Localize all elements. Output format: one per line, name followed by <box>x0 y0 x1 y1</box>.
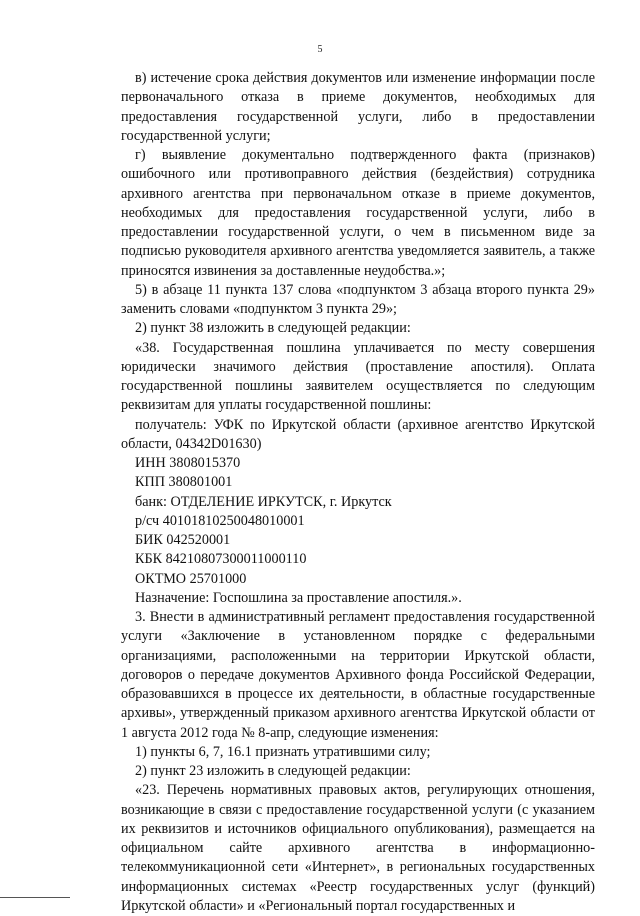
requisite-oktmo: ОКТМО 25701000 <box>135 570 247 587</box>
document-body <box>121 69 595 916</box>
requisite-purpose: Назначение: Госпошлина за проставление апостиля.». <box>135 589 462 606</box>
paragraph-3: 3. Внести в административный регламент предоставления государственной услуги «Заключение в установленном порядке с федеральными организациями, расположенными на территории Иркутской области, договоров о передаче документов Архивного фонда Российской Федерации, образовавшихся в процессе их деятельности, в областные государственные архивы», утвержденный приказом архивного агентства Иркутской области от 1 августа 2012 года № 8-апр, следующие изменения: <box>121 609 595 741</box>
requisite-bank: банк: ОТДЕЛЕНИЕ ИРКУТСК, г. Иркутск <box>135 493 392 510</box>
paragraph-2: 2) пункт 38 изложить в следующей редакции: <box>135 320 411 337</box>
footer-rule <box>0 897 70 898</box>
paragraph-2-item23: 2) пункт 23 изложить в следующей редакции: <box>135 763 411 779</box>
requisite-kbk: КБК 84210807300011000110 <box>135 551 307 568</box>
requisite-account: р/сч 40101810250048010001 <box>135 512 305 529</box>
requisite-bik: БИК 042520001 <box>135 532 231 548</box>
requisite-inn: ИНН 3808015370 <box>135 455 241 471</box>
paragraph-v: в) истечение срока действия документов или изменение информации после первоначального отказа в приеме документов, необходимых для предоставления государственной услуги, либо в предоставлении государственной услуги; <box>121 70 595 144</box>
paragraph-g: г) выявление документально подтвержденного факта (признаков) ошибочного или противоправного действия (бездействия) сотрудника архивного агентства при первоначальном отказе в приеме документов, необходимых для предоставления государственной услуги, либо в предоставлении государственной услуги, о чем в письменном виде за подписью руководителя архивного агентства уведомляется заявитель, а также приносятся извинения за доставленные неудобства.»; <box>121 147 595 279</box>
paragraph-recipient: получатель: УФК по Иркутской области (архивное агентство Иркутской области, 04342D01630) <box>121 416 595 452</box>
paragraph-5: 5) в абзаце 11 пункта 137 слова «подпунктом 3 абзаца второго пункта 29» заменить словами «подпунктом 3 пункта 29»; <box>121 281 595 317</box>
paragraph-1-repeal: 1) пункты 6, 7, 16.1 признать утратившими силу; <box>135 743 431 760</box>
page-number: 5 <box>317 44 323 55</box>
requisite-kpp: КПП 380801001 <box>135 474 233 491</box>
paragraph-38: «38. Государственная пошлина уплачивается по месту совершения юридически значимого действия (проставление апостиля). Оплата государственной пошлины заявителем осуществляется по следующим реквизитам для уплаты государственной пошлины: <box>121 339 595 414</box>
paragraph-23: «23. Перечень нормативных правовых актов, регулирующих отношения, возникающие в связи с предоставление государственной услуги (с указанием их реквизитов и источников официального опубликования), размещается на официальном сайте архивного агентства в информационно-телекоммуникационной сети «Интернет», в региональных государственных информационных системах «Реестр государственных услуг (функций) Иркутской области» и «Региональный портал государственных и <box>121 782 595 914</box>
